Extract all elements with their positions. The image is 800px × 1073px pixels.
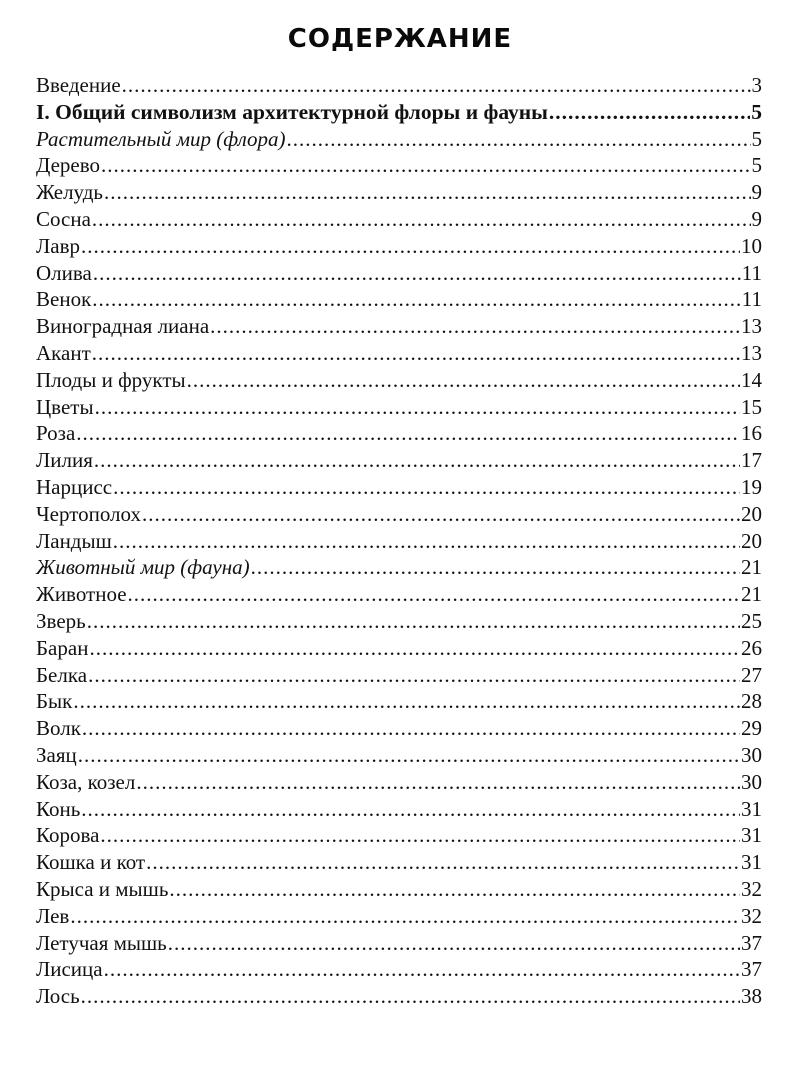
toc-entry-page-number: 25	[741, 608, 762, 633]
dot-leader	[251, 555, 740, 580]
dot-leader	[87, 609, 740, 634]
toc-entry-page-number: 31	[741, 850, 762, 875]
toc-entry-label: Лавр	[36, 233, 80, 258]
toc-entry-page-number: 30	[741, 742, 762, 767]
toc-entry-label: Сосна	[36, 206, 91, 231]
toc-entry-label: Лось	[36, 984, 80, 1009]
toc-entry	[36, 770, 762, 797]
toc-entry	[36, 314, 762, 341]
toc-entry-label: Баран	[36, 635, 89, 660]
toc-entry	[36, 797, 762, 824]
dot-leader	[168, 931, 740, 956]
toc-entry-label: Заяц	[36, 742, 77, 767]
toc-entry	[36, 555, 762, 582]
toc-entry-label: Роза	[36, 421, 76, 446]
page-title: СОДЕРЖАНИЕ	[287, 24, 513, 54]
toc-entry-label: Виноградная лиана	[36, 314, 210, 339]
toc-entry	[36, 448, 762, 475]
toc-entry-label: Нарцисс	[36, 474, 113, 499]
toc-entry-page-number: 20	[741, 501, 762, 526]
toc-entry-page-number: 5	[751, 153, 762, 178]
toc-entry-page-number: 9	[751, 180, 762, 205]
toc-entry	[36, 716, 762, 743]
toc-entry-label: Крыса и мышь	[36, 876, 169, 901]
toc-entry-label: Лисица	[36, 957, 103, 982]
toc-entry	[36, 207, 762, 234]
toc-entry-label: Корова	[36, 823, 100, 848]
toc-entry-label: Кошка и кот	[36, 850, 146, 875]
toc-entry-label: Цветы	[36, 394, 94, 419]
dot-leader	[81, 984, 740, 1009]
dot-leader	[76, 421, 740, 446]
toc-entry-page-number: 11	[741, 287, 762, 312]
toc-entry	[36, 529, 762, 556]
dot-leader	[169, 877, 740, 902]
toc-entry-label: Желудь	[36, 180, 103, 205]
toc-entry-page-number: 30	[741, 769, 762, 794]
toc-entry-page-number: 13	[741, 314, 762, 339]
toc-entry	[36, 636, 762, 663]
dot-leader	[73, 689, 740, 714]
dot-leader	[82, 716, 740, 741]
dot-leader	[146, 850, 740, 875]
toc-entry-label: Растительный мир (флора)	[36, 126, 286, 151]
toc-entry	[36, 957, 762, 984]
dot-leader	[95, 395, 740, 420]
toc-entry	[36, 823, 762, 850]
toc-entry	[36, 689, 762, 716]
toc-entry-page-number: 9	[751, 206, 762, 231]
toc-entry	[36, 609, 762, 636]
dot-leader	[104, 180, 751, 205]
toc-entry-page-number: 14	[741, 367, 762, 392]
toc-entry-page-number: 13	[741, 340, 762, 365]
dot-leader	[287, 127, 751, 152]
toc-entry-page-number: 20	[741, 528, 762, 553]
toc-entry	[36, 502, 762, 529]
toc-entry-page-number: 28	[741, 689, 762, 714]
toc-entry	[36, 877, 762, 904]
dot-leader	[101, 153, 751, 178]
toc-entry	[36, 73, 762, 100]
toc-entry-page-number: 38	[741, 984, 762, 1009]
toc-entry-page-number: 19	[741, 474, 762, 499]
dot-leader	[70, 904, 740, 929]
toc-entry-page-number: 3	[751, 73, 762, 97]
dot-leader	[93, 261, 741, 286]
toc-entry	[36, 395, 762, 422]
toc-entry-page-number: 17	[741, 448, 762, 473]
toc-entry-page-number: 26	[741, 635, 762, 660]
toc-entry-label: Введение	[36, 73, 121, 97]
toc-entry	[36, 127, 762, 154]
toc-entry	[36, 931, 762, 958]
toc-entry-label: Зверь	[36, 608, 86, 633]
toc-entry-page-number: 31	[741, 796, 762, 821]
toc-entry	[36, 904, 762, 931]
toc-entry	[36, 475, 762, 502]
toc-entry	[36, 582, 762, 609]
toc-entry-page-number: 5	[751, 99, 762, 124]
toc-entry	[36, 663, 762, 690]
table-of-contents	[36, 73, 762, 1011]
dot-leader	[549, 100, 750, 125]
toc-entry-page-number: 16	[741, 421, 762, 446]
toc-entry-label: Животный мир (фауна)	[36, 555, 250, 580]
dot-leader	[92, 341, 740, 366]
toc-entry-page-number: 21	[741, 582, 762, 607]
dot-leader	[92, 207, 751, 232]
toc-entry-page-number: 31	[741, 823, 762, 848]
dot-leader	[100, 823, 740, 848]
toc-entry-label: Бык	[36, 689, 73, 714]
dot-leader	[104, 957, 740, 982]
toc-entry	[36, 743, 762, 770]
toc-entry	[36, 100, 762, 127]
toc-entry	[36, 234, 762, 261]
toc-entry-label: Летучая мышь	[36, 930, 167, 955]
toc-entry-page-number: 32	[741, 876, 762, 901]
toc-entry-page-number: 15	[741, 394, 762, 419]
toc-entry-page-number: 5	[751, 126, 762, 151]
toc-entry	[36, 341, 762, 368]
toc-entry-label: Ландыш	[36, 528, 112, 553]
toc-entry-label: Лев	[36, 903, 70, 928]
dot-leader	[210, 314, 740, 339]
toc-entry	[36, 421, 762, 448]
toc-entry-label: Белка	[36, 662, 88, 687]
dot-leader	[136, 770, 740, 795]
dot-leader	[92, 287, 740, 312]
dot-leader	[88, 663, 740, 688]
toc-entry-page-number: 37	[741, 930, 762, 955]
toc-entry-label: Животное	[36, 582, 127, 607]
dot-leader	[94, 448, 740, 473]
toc-entry	[36, 261, 762, 288]
toc-entry	[36, 153, 762, 180]
toc-entry	[36, 850, 762, 877]
toc-entry-page-number: 32	[741, 903, 762, 928]
dot-leader	[81, 234, 740, 259]
toc-entry-page-number: 29	[741, 716, 762, 741]
dot-leader	[113, 529, 740, 554]
dot-leader	[81, 797, 740, 822]
dot-leader	[89, 636, 740, 661]
dot-leader	[187, 368, 740, 393]
toc-entry-page-number: 11	[741, 260, 762, 285]
toc-entry-page-number: 37	[741, 957, 762, 982]
toc-entry-label: Олива	[36, 260, 92, 285]
toc-entry-page-number: 21	[741, 555, 762, 580]
dot-leader	[122, 73, 751, 98]
toc-entry-label: Чертополох	[36, 501, 142, 526]
toc-entry-page-number: 10	[741, 233, 762, 258]
dot-leader	[142, 502, 740, 527]
toc-entry-label: Дерево	[36, 153, 100, 178]
dot-leader	[113, 475, 740, 500]
toc-entry-label: Плоды и фрукты	[36, 367, 186, 392]
toc-entry-label: Коза, козел	[36, 769, 136, 794]
toc-entry	[36, 984, 762, 1011]
toc-entry-label: Конь	[36, 796, 81, 821]
toc-entry	[36, 180, 762, 207]
toc-entry-label: I. Общий символизм архитектурной флоры и фауны	[36, 99, 548, 124]
toc-entry-page-number: 27	[741, 662, 762, 687]
toc-entry-label: Акант	[36, 340, 91, 365]
toc-entry-label: Венок	[36, 287, 92, 312]
dot-leader	[128, 582, 740, 607]
toc-entry	[36, 287, 762, 314]
toc-entry-label: Лилия	[36, 448, 93, 473]
toc-entry	[36, 368, 762, 395]
toc-entry-label: Волк	[36, 716, 81, 741]
dot-leader	[78, 743, 740, 768]
